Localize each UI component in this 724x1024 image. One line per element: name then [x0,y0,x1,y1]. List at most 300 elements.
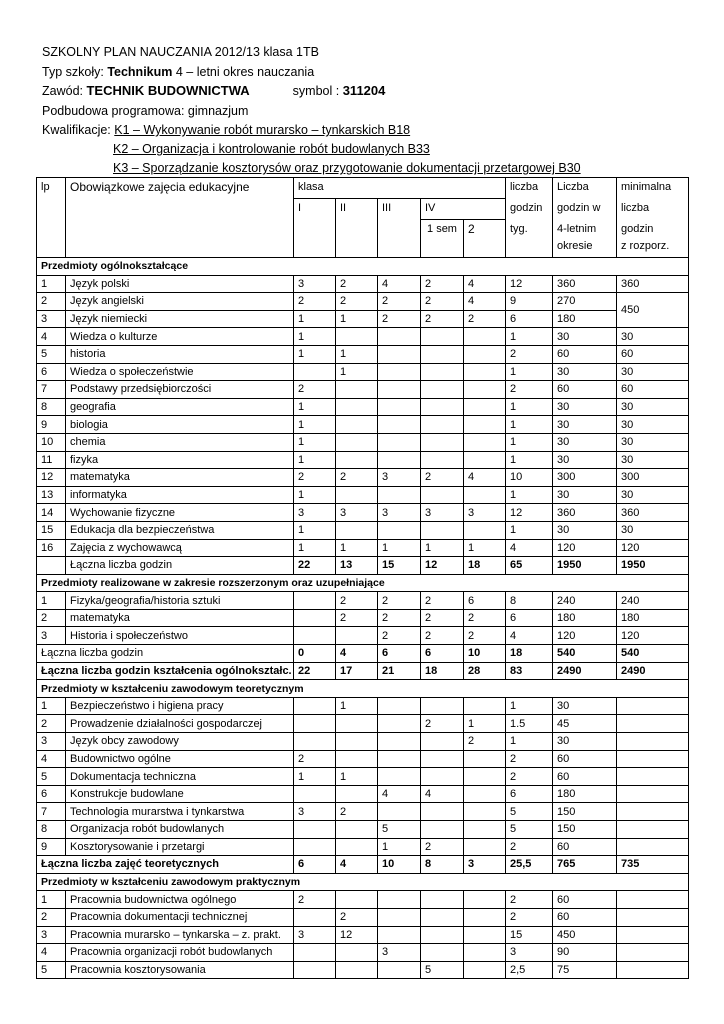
table-cell: 21 [378,662,421,680]
table-row [37,908,689,926]
header-lp: lp [37,178,66,199]
subject-name: chemia [66,433,294,451]
table-cell: 4 [336,856,378,874]
table-cell: 60 [553,908,617,926]
table-cell: 4 [464,275,506,293]
row-number: 1 [37,275,66,293]
table-cell: 30 [553,486,617,504]
table-cell [617,715,689,733]
table-cell [421,416,464,434]
subject-name: Wiedza o społeczeństwie [66,363,294,381]
table-row [37,715,689,733]
table-cell: 1 [336,697,378,715]
row-number: 3 [37,310,66,328]
table-cell [336,785,378,803]
subject-name: Dokumentacja techniczna [66,768,294,786]
table-row [37,310,689,328]
section-title: Przedmioty ogólnokształcące [37,258,689,276]
table-cell: 1 [336,768,378,786]
table-row [37,328,689,346]
table-cell: 13 [336,557,378,575]
table-cell: 2 [336,609,378,627]
school-type-label: Typ szkoły: [42,65,104,79]
table-row [37,926,689,944]
row-number: 13 [37,486,66,504]
page-title: SZKOLNY PLAN NAUCZANIA 2012/13 klasa 1TB [42,45,319,59]
table-cell [464,398,506,416]
table-cell [464,750,506,768]
row-number: 5 [37,768,66,786]
table-cell: 8 [421,856,464,874]
table-cell: 2 [506,891,553,909]
curriculum-table [36,177,689,979]
header-min-4-text: z rozporz. [621,239,670,252]
table-cell: 300 [617,469,689,487]
total-label: Łączna liczba godzin [37,645,294,663]
subject-name: Łączna liczba godzin [66,557,294,575]
header-total-2: godzin w [553,199,617,220]
table-row [37,750,689,768]
table-cell: 2 [294,469,336,487]
table-cell: 120 [617,627,689,645]
table-cell: 360 [617,275,689,293]
table-cell [378,750,421,768]
table-cell [378,697,421,715]
table-cell: 1 [378,539,421,557]
table-cell [617,785,689,803]
table-cell: 30 [617,451,689,469]
subject-name: Język polski [66,275,294,293]
table-cell [464,381,506,399]
table-cell [336,627,378,645]
table-header-row [37,199,689,220]
school-type-value: Technikum [107,65,173,79]
table-cell: 8 [506,592,553,610]
table-cell: 3 [294,275,336,293]
subject-name: Podstawy przedsiębiorczości [66,381,294,399]
table-cell [617,697,689,715]
table-cell: 1 [294,398,336,416]
table-row [37,504,689,522]
table-cell [421,768,464,786]
school-type-line [42,64,314,80]
table-cell: 735 [617,856,689,874]
table-row [37,697,689,715]
table-cell: 450 [617,293,689,328]
table-cell: 240 [617,592,689,610]
row-number: 1 [37,697,66,715]
table-cell: 2 [421,275,464,293]
row-number: 4 [37,750,66,768]
table-cell: 1 [336,345,378,363]
table-cell: 30 [553,433,617,451]
table-row [37,961,689,979]
table-cell [421,433,464,451]
row-number [37,557,66,575]
section-header-row [37,873,689,891]
table-cell [336,891,378,909]
table-cell: 60 [617,345,689,363]
table-cell [336,821,378,839]
table-cell: 3 [294,504,336,522]
row-number: 6 [37,363,66,381]
table-cell: 765 [553,856,617,874]
table-cell: 18 [506,645,553,663]
table-cell [464,363,506,381]
table-cell: 30 [553,451,617,469]
table-cell [421,363,464,381]
row-number: 12 [37,469,66,487]
table-cell: 4 [506,627,553,645]
table-cell: 6 [464,592,506,610]
table-cell [294,363,336,381]
table-cell [294,592,336,610]
table-cell: 22 [294,662,336,680]
table-cell [617,821,689,839]
header-year-1: I [294,199,336,220]
table-cell: 90 [553,944,617,962]
table-cell: 120 [553,627,617,645]
table-row [37,486,689,504]
table-cell [421,944,464,962]
table-cell: 6 [378,645,421,663]
table-cell: 30 [553,521,617,539]
table-cell: 120 [553,539,617,557]
header-min-3-text: godzin [621,222,654,235]
table-cell: 18 [421,662,464,680]
table-cell: 3 [421,504,464,522]
table-cell: 10 [378,856,421,874]
subject-name: Wychowanie fizyczne [66,504,294,522]
subject-name: fizyka [66,451,294,469]
table-cell [336,838,378,856]
table-cell: 360 [553,275,617,293]
table-cell: 1 [421,539,464,557]
table-row [37,363,689,381]
symbol-label: symbol : [292,84,340,98]
table-cell: 2 [378,609,421,627]
table-row [37,944,689,962]
table-cell: 1 [294,433,336,451]
qualification-k3: K3 – Sporządzanie kosztorysów oraz przygotowanie dokumentacji przetargowej B30 [113,161,581,175]
table-cell [294,609,336,627]
table-cell [336,328,378,346]
table-cell [336,451,378,469]
row-number: 2 [37,715,66,733]
subject-name: Pracownia budownictwa ogólnego [66,891,294,909]
table-cell: 1 [294,521,336,539]
header-min-2: liczba [617,199,689,220]
table-cell: 180 [553,785,617,803]
table-cell: 60 [553,891,617,909]
table-cell [336,944,378,962]
table-row [37,433,689,451]
table-cell: 1 [506,328,553,346]
table-cell [378,398,421,416]
row-number: 5 [37,345,66,363]
row-number: 2 [37,293,66,311]
table-cell: 1 [294,768,336,786]
table-cell: 83 [506,662,553,680]
row-number: 3 [37,926,66,944]
table-row [37,469,689,487]
table-cell [378,961,421,979]
row-number: 1 [37,891,66,909]
row-number: 7 [37,381,66,399]
table-cell [336,750,378,768]
total-row [37,645,689,663]
table-cell: 5 [378,821,421,839]
header-hours-week-1: liczba [506,178,553,199]
row-number: 1 [37,592,66,610]
table-cell: 2 [506,345,553,363]
table-cell: 2 [421,469,464,487]
table-cell [617,908,689,926]
table-cell [378,715,421,733]
table-cell: 2 [506,908,553,926]
header-total-3-text: 4-letnim [557,222,597,235]
row-number: 16 [37,539,66,557]
row-number: 15 [37,521,66,539]
table-cell: 2 [421,838,464,856]
row-number: 9 [37,416,66,434]
table-cell [464,328,506,346]
table-cell: 2 [506,768,553,786]
table-cell [378,433,421,451]
table-cell: 1 [294,328,336,346]
subject-name: matematyka [66,469,294,487]
table-cell [421,398,464,416]
table-cell: 22 [294,557,336,575]
table-cell [617,803,689,821]
subject-name: Wiedza o kulturze [66,328,294,346]
header-sem-2: 2 [464,220,506,258]
table-cell: 9 [506,293,553,311]
table-cell [294,961,336,979]
table-header-row [37,220,689,258]
table-cell: 1 [506,521,553,539]
table-cell [421,733,464,751]
table-cell [378,803,421,821]
table-cell [617,750,689,768]
table-cell: 2 [506,838,553,856]
table-cell [378,891,421,909]
table-cell: 2 [421,310,464,328]
table-row [37,609,689,627]
program-basis: Podbudowa programowa: gimnazjum [42,104,249,118]
table-cell: 3 [464,856,506,874]
subject-name: geografia [66,398,294,416]
header-year-2: II [336,199,378,220]
table-cell [378,733,421,751]
qualifications-line [42,122,410,138]
qualification-k2: K2 – Organizacja i kontrolowanie robót budowlanych B33 [113,142,430,156]
table-cell: 2 [464,609,506,627]
table-cell [294,908,336,926]
subject-name: Język obcy zawodowy [66,733,294,751]
table-cell [421,926,464,944]
table-row [37,838,689,856]
table-cell: 2 [464,627,506,645]
total-row [37,856,689,874]
table-cell [464,521,506,539]
subject-name: informatyka [66,486,294,504]
table-cell: 3 [464,504,506,522]
table-cell: 18 [464,557,506,575]
table-cell: 15 [378,557,421,575]
table-cell: 6 [506,609,553,627]
subject-name: Język niemiecki [66,310,294,328]
table-row [37,785,689,803]
table-cell [336,961,378,979]
table-cell: 1 [378,838,421,856]
table-cell: 10 [506,469,553,487]
table-cell: 30 [617,328,689,346]
row-number: 14 [37,504,66,522]
symbol-value: 311204 [342,83,386,98]
table-cell: 5 [506,803,553,821]
table-cell: 30 [617,363,689,381]
table-row [37,293,689,311]
table-row [37,627,689,645]
subject-name: Pracownia kosztorysowania [66,961,294,979]
table-cell [294,838,336,856]
table-cell: 2 [336,592,378,610]
table-cell: 1 [294,345,336,363]
table-cell [464,821,506,839]
header-min-3 [617,220,689,258]
subject-name: Fizyka/geografia/historia sztuki [66,592,294,610]
section-header-row [37,574,689,592]
table-cell: 60 [553,381,617,399]
table-cell [421,821,464,839]
table-cell: 1 [294,486,336,504]
table-cell [464,697,506,715]
table-cell: 1 [294,310,336,328]
table-cell: 15 [506,926,553,944]
table-cell: 6 [421,645,464,663]
row-number: 3 [37,627,66,645]
subject-name: Pracownia dokumentacji technicznej [66,908,294,926]
table-cell [421,697,464,715]
table-cell [421,803,464,821]
table-cell: 10 [464,645,506,663]
table-cell [464,451,506,469]
table-cell: 12 [421,557,464,575]
table-cell: 1 [506,451,553,469]
table-cell [378,521,421,539]
subject-name: Edukacja dla bezpieczeństwa [66,521,294,539]
table-cell: 12 [506,504,553,522]
qualifications-label: Kwalifikacje: [42,123,111,137]
table-cell [464,345,506,363]
subject-name: Zajęcia z wychowawcą [66,539,294,557]
table-cell [464,944,506,962]
table-cell [421,328,464,346]
table-cell [421,451,464,469]
table-cell: 300 [553,469,617,487]
header-klasa: klasa [294,178,506,199]
table-cell: 2 [464,733,506,751]
table-cell: 180 [553,609,617,627]
subject-name: biologia [66,416,294,434]
table-cell [336,398,378,416]
table-cell: 3 [378,944,421,962]
table-cell [421,891,464,909]
table-cell: 2 [378,592,421,610]
table-cell: 1 [506,416,553,434]
table-cell: 2 [421,293,464,311]
subject-name: Kosztorysowanie i przetargi [66,838,294,856]
table-cell [378,328,421,346]
table-cell: 45 [553,715,617,733]
table-row [37,416,689,434]
table-cell: 6 [506,310,553,328]
table-cell: 3 [378,469,421,487]
table-cell: 12 [336,926,378,944]
row-number: 8 [37,398,66,416]
header-total-1: Liczba [553,178,617,199]
table-cell: 1 [506,733,553,751]
table-cell: 4 [378,785,421,803]
subject-name: Pracownia murarsko – tynkarska – z. prakt. [66,926,294,944]
table-cell: 4 [464,293,506,311]
row-number: 10 [37,433,66,451]
table-row [37,821,689,839]
subject-name: matematyka [66,609,294,627]
header-year-3: III [378,199,421,220]
table-cell [294,733,336,751]
table-cell [617,944,689,962]
table-cell: 240 [553,592,617,610]
table-cell: 5 [421,961,464,979]
table-cell [378,768,421,786]
section-title: Przedmioty realizowane w zakresie rozszerzonym oraz uzupełniające [37,574,689,592]
row-number: 8 [37,821,66,839]
table-cell: 30 [617,521,689,539]
table-row [37,768,689,786]
header-subjects: Obowiązkowe zajęcia edukacyjne [66,178,294,199]
table-cell [617,838,689,856]
row-number: 3 [37,733,66,751]
table-cell: 0 [294,645,336,663]
table-cell: 540 [553,645,617,663]
table-cell [378,486,421,504]
table-row [37,803,689,821]
table-cell: 60 [553,750,617,768]
total-row [37,662,689,680]
total-label: Łączna liczba zajęć teoretycznych [37,856,294,874]
table-cell [617,961,689,979]
subject-name: Język angielski [66,293,294,311]
section-title: Przedmioty w kształceniu zawodowym teoretycznym [37,680,689,698]
total-label: Łączna liczba godzin kształcenia ogólnokształc. [37,662,294,680]
table-cell: 30 [553,697,617,715]
table-cell: 6 [294,856,336,874]
table-cell [464,785,506,803]
subject-name: Historia i społeczeństwo [66,627,294,645]
table-cell [464,803,506,821]
table-cell: 3 [294,926,336,944]
table-cell [378,451,421,469]
table-cell: 65 [506,557,553,575]
table-row [37,345,689,363]
table-cell: 2,5 [506,961,553,979]
table-cell [378,908,421,926]
row-number: 2 [37,908,66,926]
table-cell: 120 [617,539,689,557]
table-cell [336,416,378,434]
